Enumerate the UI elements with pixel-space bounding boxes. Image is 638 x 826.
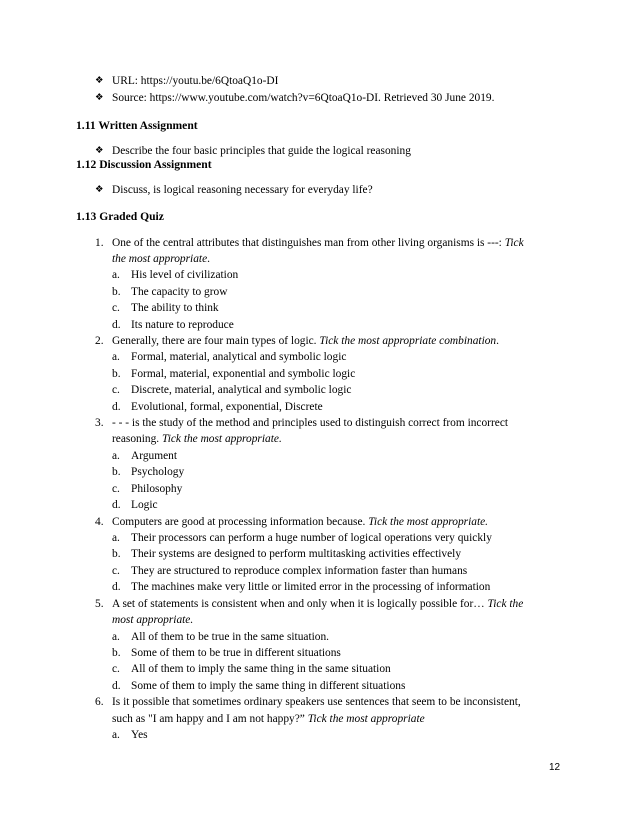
question-6-text-cont: such as "I am happy and I am not happy?” Tick the most appropriate [112, 713, 425, 725]
url-line: URL: https://youtu.be/6QtoaQ1o-DI [112, 75, 279, 87]
option-letter: a. [112, 729, 120, 741]
question-number: 1. [95, 237, 104, 249]
question-4-text: Computers are good at processing information because. Tick the most appropriate. [112, 516, 489, 528]
discussion-assignment-item: Discuss, is logical reasoning necessary for everyday life? [112, 184, 373, 196]
question-number: 3. [95, 417, 104, 429]
q2-option-b: Formal, material, exponential and symbolic logic [131, 368, 356, 380]
q4-option-a: Their processors can perform a huge number of logical operations very quickly [131, 532, 492, 544]
q5-option-b: Some of them to be true in different situations [131, 647, 341, 659]
option-letter: c. [112, 302, 120, 314]
q4-option-d: The machines make very little or limited error in the processing of information [131, 581, 491, 593]
q3-option-d: Logic [131, 499, 158, 511]
q1-option-a: His level of civilization [131, 269, 239, 281]
option-letter: b. [112, 286, 121, 298]
option-letter: a. [112, 450, 120, 462]
option-letter: d. [112, 499, 121, 511]
option-letter: c. [112, 565, 120, 577]
page-number: 12 [549, 762, 561, 773]
q1-option-c: The ability to think [131, 302, 219, 314]
question-6-text: Is it possible that sometimes ordinary speakers use sentences that seem to be inconsistent, [112, 696, 521, 708]
option-letter: d. [112, 581, 121, 593]
question-number: 2. [95, 335, 104, 347]
diamond-bullet-icon: ❖ [95, 92, 104, 103]
option-letter: b. [112, 647, 121, 659]
diamond-bullet-icon: ❖ [95, 75, 104, 86]
q5-option-c: All of them to imply the same thing in the same situation [131, 663, 391, 675]
q4-option-b: Their systems are designed to perform multitasking activities effectively [131, 548, 462, 560]
q6-option-a: Yes [131, 729, 148, 741]
q1-option-b: The capacity to grow [131, 286, 228, 298]
diamond-bullet-icon: ❖ [95, 184, 104, 195]
q3-option-b: Psychology [131, 466, 185, 478]
q5-option-a: All of them to be true in the same situation. [131, 631, 330, 643]
question-2-text: Generally, there are four main types of logic. Tick the most appropriate combination. [112, 335, 499, 347]
written-assignment-item: Describe the four basic principles that guide the logical reasoning [112, 145, 411, 157]
written-assignment-heading: 1.11 Written Assignment [76, 119, 198, 132]
q1-option-d: Its nature to reproduce [131, 319, 234, 331]
option-letter: a. [112, 631, 120, 643]
option-letter: a. [112, 269, 120, 281]
discussion-assignment-heading: 1.12 Discussion Assignment [76, 158, 212, 171]
option-letter: d. [112, 319, 121, 331]
source-line: Source: https://www.youtube.com/watch?v=6QtoaQ1o-DI. Retrieved 30 June 2019. [112, 92, 495, 104]
option-letter: b. [112, 548, 121, 560]
q5-option-d: Some of them to imply the same thing in different situations [131, 680, 406, 692]
q4-option-c: They are structured to reproduce complex information faster than humans [131, 565, 468, 577]
graded-quiz-heading: 1.13 Graded Quiz [76, 210, 164, 223]
question-3-text-cont: reasoning. Tick the most appropriate. [112, 433, 282, 445]
diamond-bullet-icon: ❖ [95, 145, 104, 156]
q2-option-a: Formal, material, analytical and symbolic logic [131, 351, 347, 363]
question-number: 5. [95, 598, 104, 610]
option-letter: a. [112, 532, 120, 544]
option-letter: d. [112, 680, 121, 692]
q2-option-d: Evolutional, formal, exponential, Discrete [131, 401, 323, 413]
option-letter: d. [112, 401, 121, 413]
q2-option-c: Discrete, material, analytical and symbolic logic [131, 384, 352, 396]
q3-option-c: Philosophy [131, 483, 183, 495]
option-letter: a. [112, 351, 120, 363]
option-letter: c. [112, 483, 120, 495]
question-3-text: - - - is the study of the method and principles used to distinguish correct from incorrect [112, 417, 509, 429]
question-number: 6. [95, 696, 104, 708]
option-letter: b. [112, 466, 121, 478]
question-number: 4. [95, 516, 104, 528]
option-letter: b. [112, 368, 121, 380]
question-1-text: One of the central attributes that distinguishes man from other living organisms is ---: Tick [112, 237, 524, 249]
option-letter: c. [112, 663, 120, 675]
option-letter: c. [112, 384, 120, 396]
question-5-text: A set of statements is consistent when and only when it is logically possible for… Tick the [112, 598, 524, 610]
question-5-text-cont: most appropriate. [112, 614, 194, 626]
question-1-text-cont: the most appropriate. [112, 253, 210, 265]
q3-option-a: Argument [131, 450, 177, 462]
